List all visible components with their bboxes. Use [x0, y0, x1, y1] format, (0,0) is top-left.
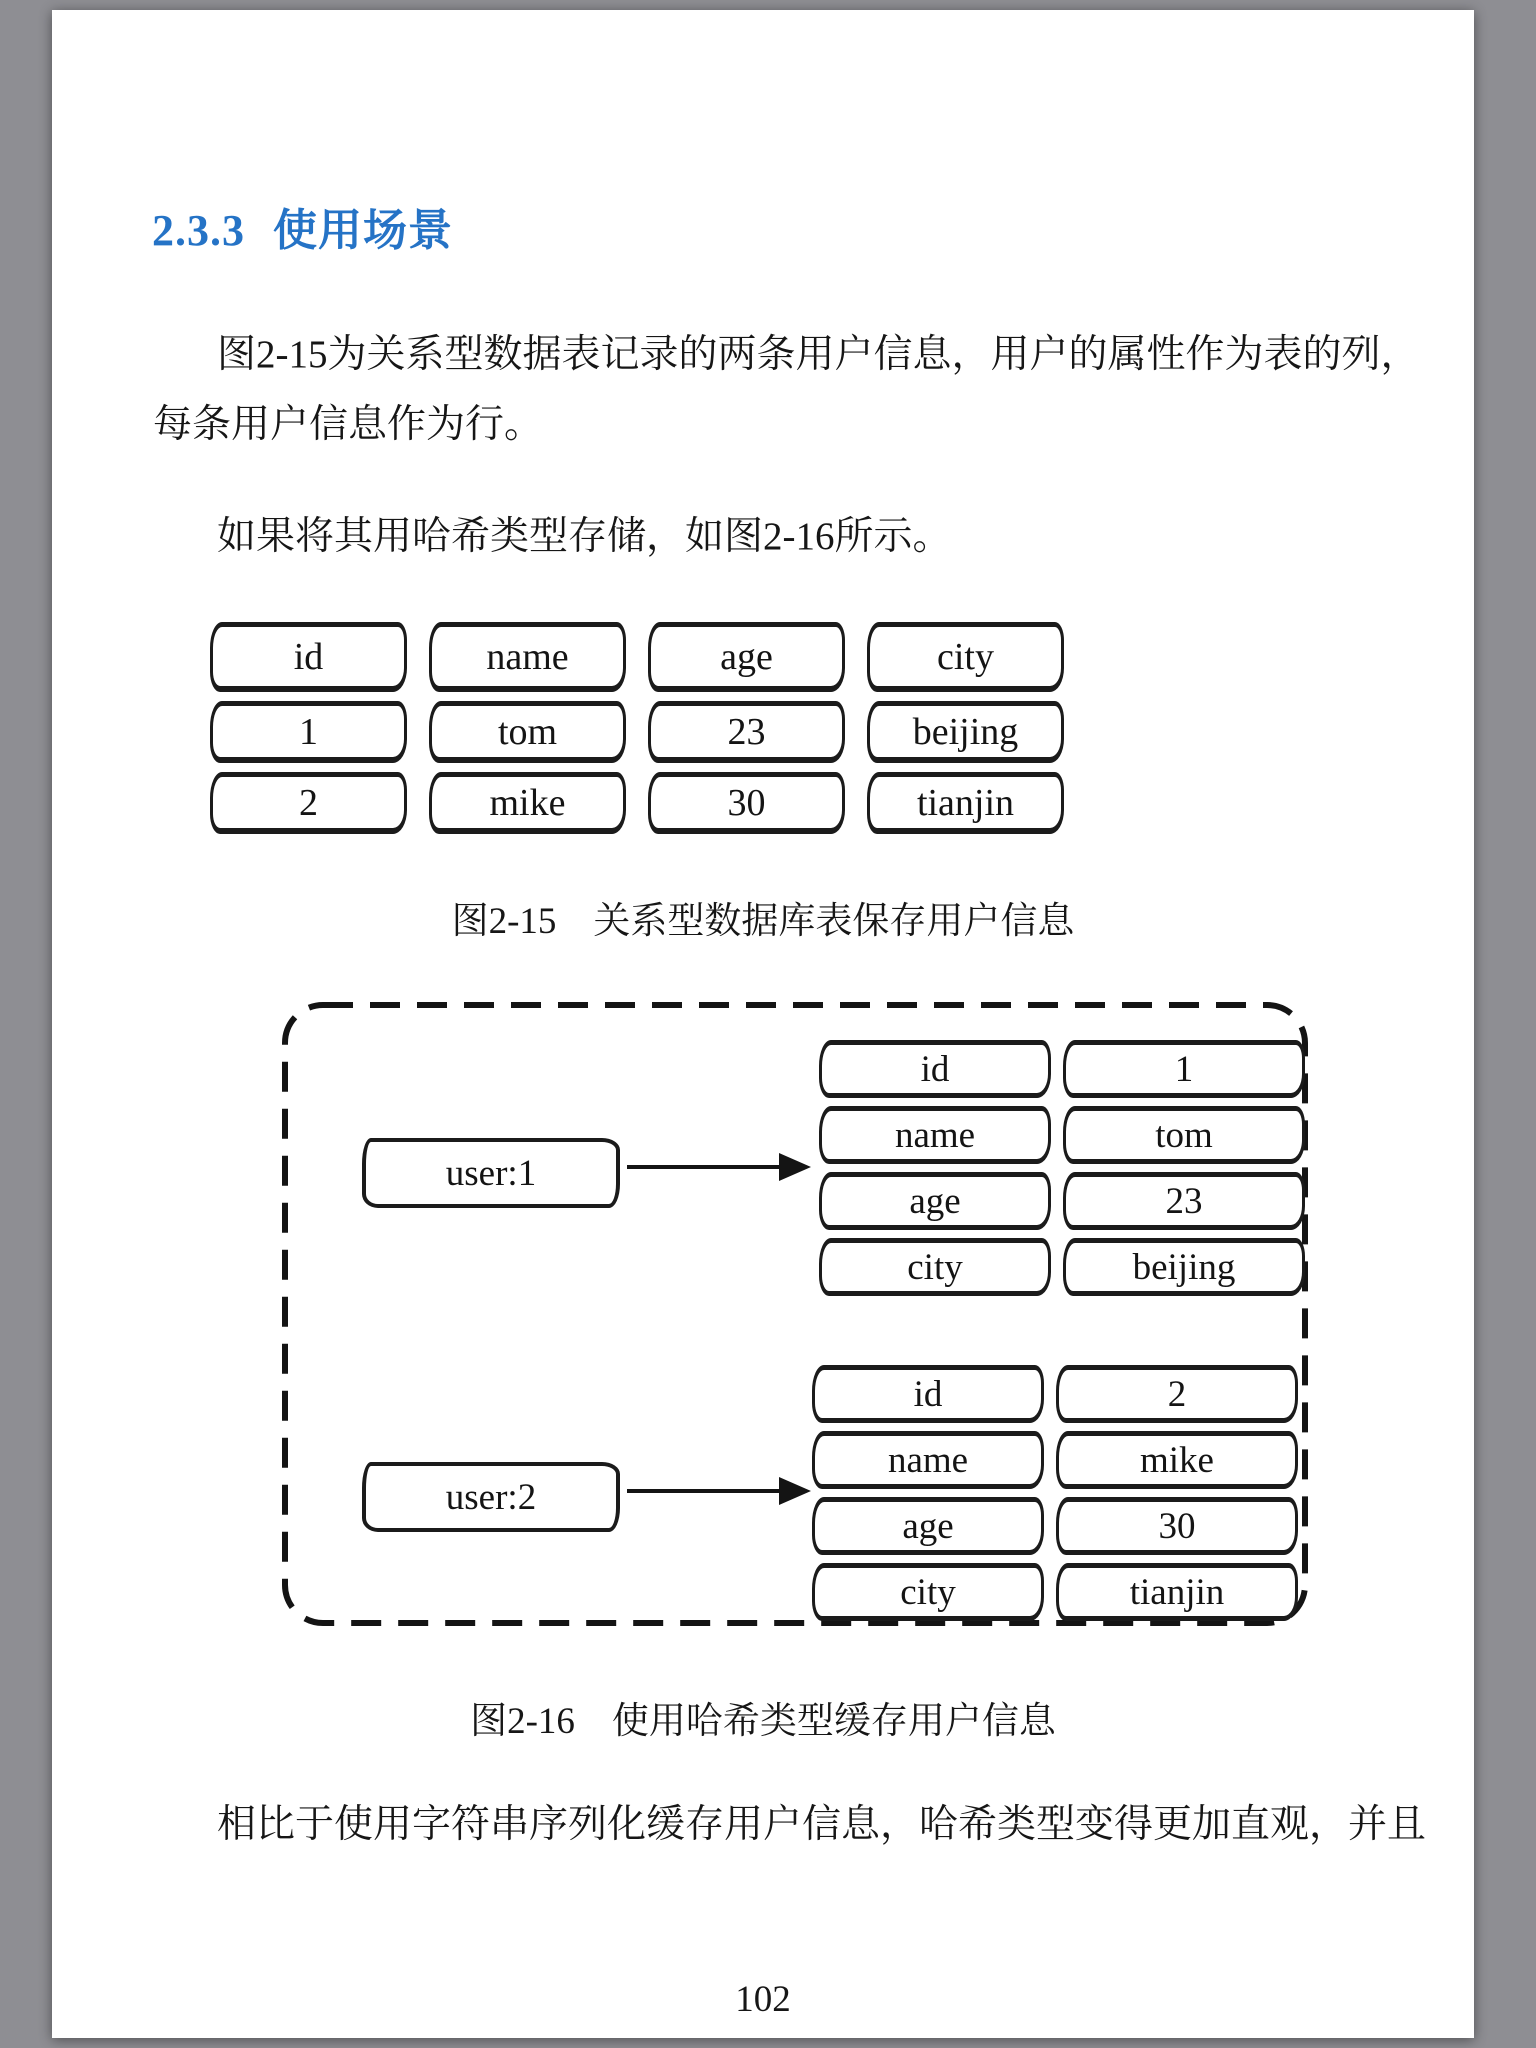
section-heading: [152, 194, 453, 258]
arrow-user1: [627, 1153, 813, 1181]
table-header-cell: city: [867, 622, 1064, 692]
arrow-head-icon: [779, 1153, 811, 1181]
arrow-head-icon: [779, 1477, 811, 1505]
table-cell: 1: [210, 701, 407, 763]
hash-table-user1: [819, 1040, 1305, 1296]
arrow-user2: [627, 1477, 813, 1505]
field-cell: name: [819, 1106, 1051, 1164]
value-cell: tom: [1063, 1106, 1305, 1164]
key-box-user1: user:1: [362, 1138, 620, 1208]
page-number: 102: [735, 1979, 791, 2020]
table-cell: 30: [648, 772, 845, 834]
value-cell: beijing: [1063, 1238, 1305, 1296]
paragraph-1-line-2: 每条用户信息作为行。: [153, 403, 544, 446]
table-header-cell: id: [210, 622, 407, 692]
field-cell: id: [812, 1365, 1044, 1423]
figure-2-15-table: [210, 622, 1064, 834]
figure-2-16-caption: 图2-16 使用哈希类型缓存用户信息: [470, 1701, 1056, 1742]
table-cell: beijing: [867, 701, 1064, 763]
paragraph-3: 相比于使用字符串序列化缓存用户信息，哈希类型变得更加直观，并且: [217, 1803, 1427, 1846]
field-cell: city: [812, 1563, 1044, 1621]
table-cell: 2: [210, 772, 407, 834]
key-box-user2: user:2: [362, 1462, 620, 1532]
value-cell: 1: [1063, 1040, 1305, 1098]
arrow-shaft: [627, 1489, 781, 1493]
field-cell: city: [819, 1238, 1051, 1296]
table-cell: tianjin: [867, 772, 1064, 834]
paragraph-1-line-1: 图2-15为关系型数据表记录的两条用户信息，用户的属性作为表的列，: [217, 333, 1420, 376]
table-cell: 23: [648, 701, 845, 763]
value-cell: tianjin: [1056, 1563, 1298, 1621]
value-cell: 23: [1063, 1172, 1305, 1230]
arrow-shaft: [627, 1165, 781, 1169]
field-cell: id: [819, 1040, 1051, 1098]
hash-table-user2: [812, 1365, 1298, 1621]
section-title: 使用场景: [273, 206, 453, 255]
book-page: [52, 10, 1474, 2038]
value-cell: 30: [1056, 1497, 1298, 1555]
table-header-cell: name: [429, 622, 626, 692]
field-cell: age: [819, 1172, 1051, 1230]
figure-2-15-caption: 图2-15 关系型数据库表保存用户信息: [451, 901, 1075, 942]
field-cell: age: [812, 1497, 1044, 1555]
paragraph-2: 如果将其用哈希类型存储，如图2-16所示。: [217, 515, 952, 558]
field-cell: name: [812, 1431, 1044, 1489]
value-cell: mike: [1056, 1431, 1298, 1489]
table-cell: mike: [429, 772, 626, 834]
section-number: 2.3.3: [152, 206, 245, 255]
table-header-cell: age: [648, 622, 845, 692]
value-cell: 2: [1056, 1365, 1298, 1423]
table-cell: tom: [429, 701, 626, 763]
figure-2-16-diagram: [280, 1000, 1310, 1628]
